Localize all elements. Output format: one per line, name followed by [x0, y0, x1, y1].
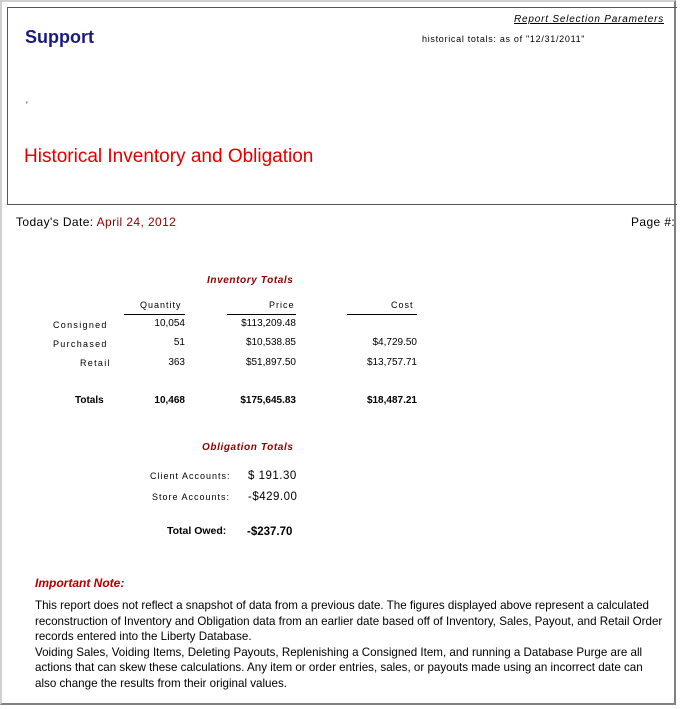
totals-cost: $18,487.21 [366, 395, 417, 406]
todays-date [16, 215, 176, 229]
client-accounts-label: Client Accounts: [150, 471, 231, 481]
client-accounts-value: $ 191.30 [248, 470, 297, 482]
report-title: Historical Inventory and Obligation [24, 146, 314, 167]
quantity-header-rule [124, 314, 185, 315]
obligation-totals-title: Obligation Totals [202, 442, 294, 453]
price-header-rule [227, 314, 296, 315]
report-parameters-text: historical totals: as of "12/31/2011" [422, 34, 586, 44]
row-label-retail: Retail [80, 358, 111, 368]
retail-price: $51,897.50 [245, 357, 296, 368]
report-selection-parameters-link[interactable]: Report Selection Parameters [514, 14, 664, 25]
total-owed-label: Total Owed: [167, 525, 227, 537]
total-owed-value: -$237.70 [247, 526, 293, 538]
company-name: Support [25, 27, 94, 47]
store-accounts-value: -$429.00 [248, 491, 298, 503]
totals-label: Totals [75, 395, 104, 406]
note-paragraph-2: Voiding Sales, Voiding Items, Deleting Payouts, Replenishing a Consigned Item, and running a Database Purge are all actions that can skew these calculations. Any item or order entries, sales, or payouts made using an incorrect date can also change the results from their original values. [35, 645, 643, 690]
page-number-label: Page #: [631, 215, 676, 229]
totals-quantity: 10,468 [154, 395, 185, 406]
consigned-price: $113,209.48 [241, 318, 296, 329]
column-header-quantity: Quantity [140, 300, 182, 310]
note-paragraph-1: This report does not reflect a snapshot of data from a previous date. The figures displayed above represent a calculated reconstruction of Inventory and Obligation data from an earlier date based off of Inventory, Sales, Payout, and Retail Order records entered into the Liberty Database. [35, 599, 663, 644]
inventory-totals-title: Inventory Totals [207, 275, 294, 286]
header-mark: ' [26, 100, 28, 110]
purchased-cost: $4,729.50 [372, 337, 417, 348]
purchased-price: $10,538.85 [245, 337, 296, 348]
todays-date-label: Today's Date: [16, 215, 94, 229]
store-accounts-label: Store Accounts: [152, 492, 231, 502]
todays-date-value: April 24, 2012 [96, 215, 177, 229]
totals-price: $175,645.83 [240, 395, 296, 406]
consigned-quantity: 10,054 [154, 318, 185, 329]
row-label-purchased: Purchased [53, 339, 108, 349]
retail-quantity: 363 [168, 357, 185, 368]
column-header-cost: Cost [391, 300, 414, 310]
cost-header-rule [347, 314, 417, 315]
retail-cost: $13,757.71 [366, 357, 417, 368]
purchased-quantity: 51 [173, 337, 185, 348]
important-note-title: Important Note: [35, 576, 125, 590]
column-header-price: Price [269, 300, 295, 310]
important-note-body [35, 598, 665, 692]
row-label-consigned: Consigned [53, 320, 108, 330]
